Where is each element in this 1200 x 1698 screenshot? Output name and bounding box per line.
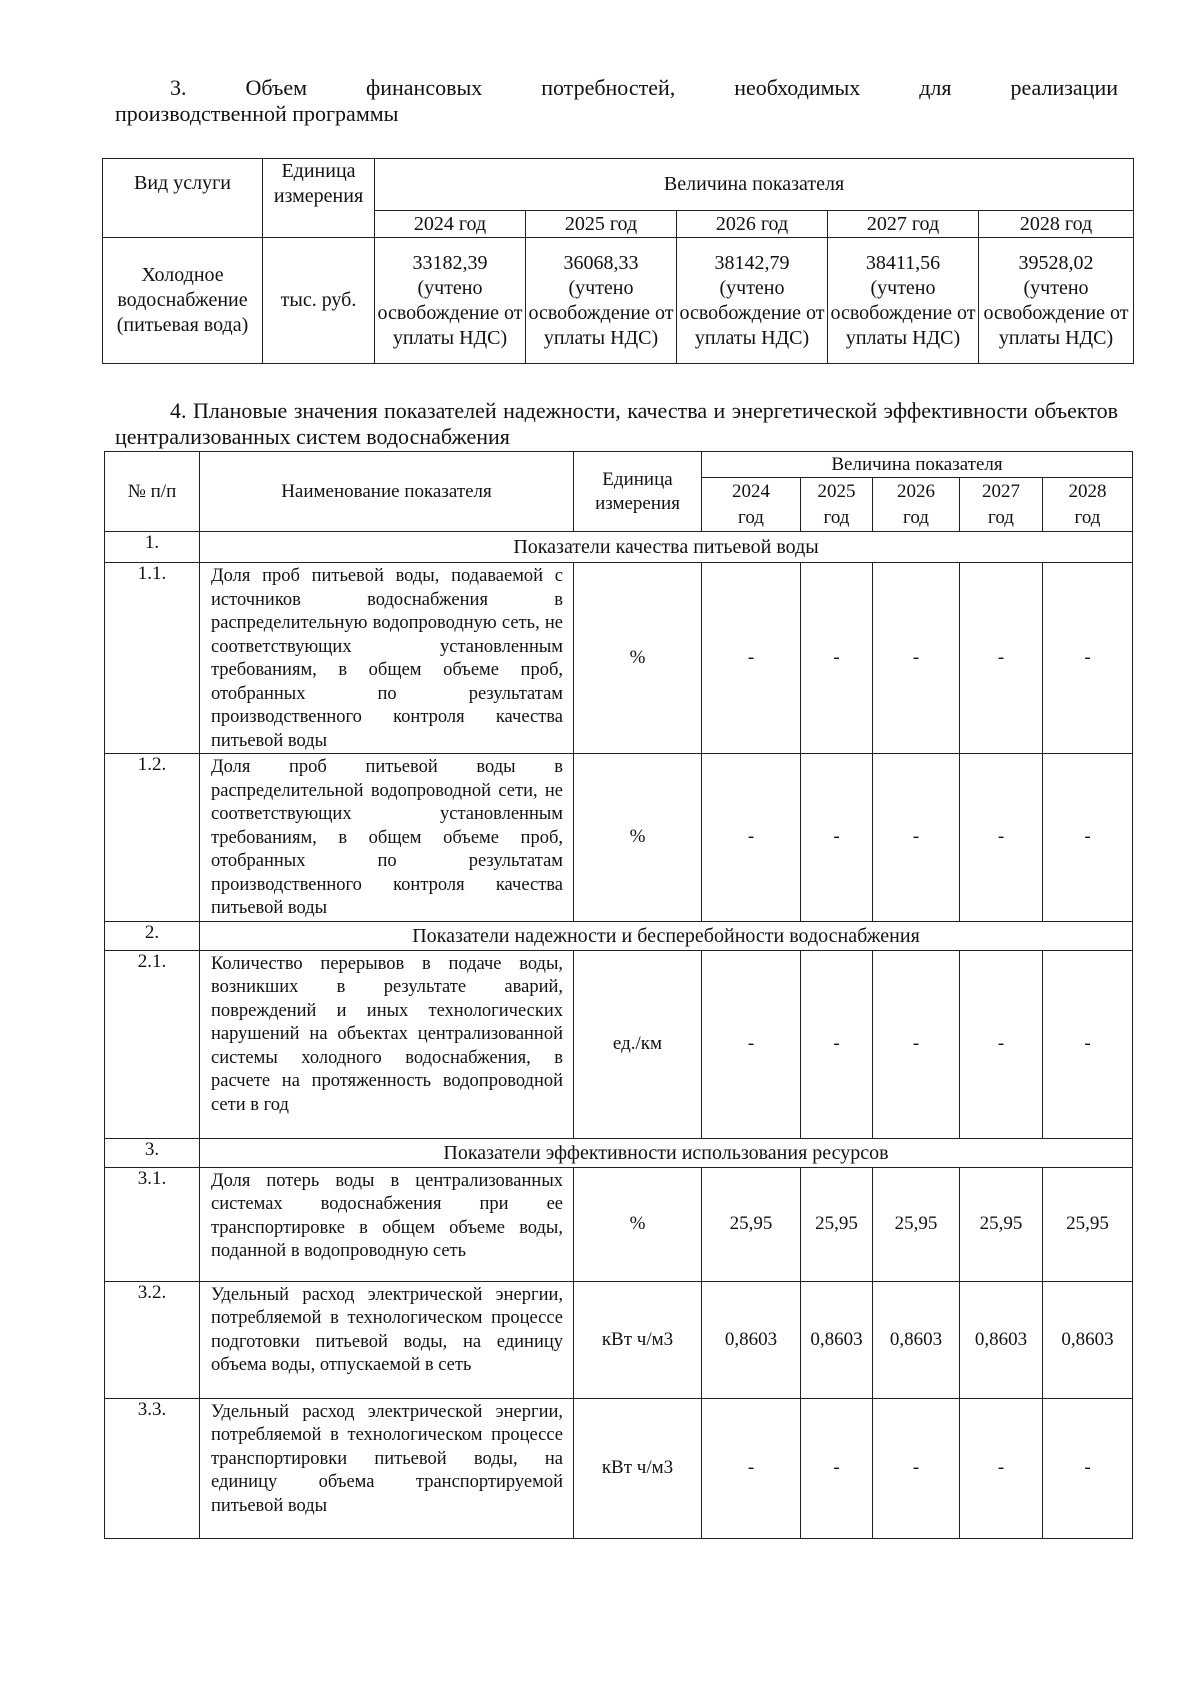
heading-word: потребностей, (541, 75, 676, 100)
year-header (702, 478, 801, 532)
section-title: Показатели эффективности использования ресурсов (200, 1138, 1133, 1167)
section-4-heading: 4. Плановые значения показателей надежности, качества и энергетической эффективности объектов централизованных систем водоснабжения (115, 398, 1118, 449)
row-name: Удельный расход электрической энергии, потребляемой в технологическом процессе транспортировки питьевой воды, на единицу объема транспортируемой питьевой воды (200, 1398, 574, 1538)
value-cell (375, 238, 526, 364)
year-header: 2026 год (677, 211, 828, 238)
section-num: 3. (105, 1138, 200, 1167)
year-suffix: год (823, 506, 850, 528)
year-header (960, 478, 1043, 532)
value-cell: - (702, 563, 801, 754)
row-num: 3.3. (105, 1398, 200, 1538)
value-note: (учтено освобождение от уплаты НДС) (830, 276, 976, 349)
table-row (105, 1398, 1133, 1538)
year-label: 2026 (897, 480, 935, 502)
section-row (105, 921, 1133, 950)
row-num: 3.2. (105, 1281, 200, 1398)
row-num: 1.1. (105, 563, 200, 754)
value-cell: - (960, 1398, 1043, 1538)
year-header (1043, 478, 1133, 532)
section-title: Показатели качества питьевой воды (200, 532, 1133, 563)
value-cell: - (1043, 1398, 1133, 1538)
value-cell: 0,8603 (801, 1281, 873, 1398)
year-header (873, 478, 960, 532)
header-service: Вид услуги (103, 159, 263, 238)
section-3-heading-line1 (115, 75, 1118, 101)
section-row (105, 532, 1133, 563)
table-row (105, 563, 1133, 754)
value-cell: 0,8603 (702, 1281, 801, 1398)
value-note: (учтено освобождение от уплаты НДС) (983, 276, 1129, 349)
value-cell: 25,95 (1043, 1167, 1133, 1281)
row-name: Доля проб питьевой воды в распределительной водопроводной сети, не соответствующих установленным требованиям, в общем объеме проб, отобранных по результатам производственного контроля качества питьевой воды (200, 754, 574, 922)
value-cell: 0,8603 (873, 1281, 960, 1398)
table-row (105, 1167, 1133, 1281)
row-num: 3.1. (105, 1167, 200, 1281)
year-suffix: год (988, 506, 1014, 528)
header-num: № п/п (105, 452, 200, 532)
value-cell: - (960, 754, 1043, 922)
value-cell: - (873, 1398, 960, 1538)
header-name: Наименование показателя (200, 452, 574, 532)
value-cell: 25,95 (873, 1167, 960, 1281)
year-header: 2025 год (526, 211, 677, 238)
heading-word: для (919, 75, 952, 100)
value-cell: - (873, 563, 960, 754)
heading-word: финансовых (365, 75, 483, 100)
year-suffix: год (738, 506, 764, 528)
row-num: 2.1. (105, 950, 200, 1138)
value-amount: 36068,33 (563, 251, 639, 274)
value-note: (учтено освобождение от уплаты НДС) (679, 276, 825, 349)
value-cell: - (801, 754, 873, 922)
value-note: (учтено освобождение от уплаты НДС) (377, 276, 523, 349)
row-name: Количество перерывов в подаче воды, возникших в результате аварий, повреждений и иных технологических нарушений на объектах централизованной системы холодного водоснабжения, в расчете на протяженность водопроводной сети в год (200, 950, 574, 1138)
value-cell: - (702, 754, 801, 922)
row-name: Удельный расход электрической энергии, потребляемой в технологическом процессе подготовки питьевой воды, на единицу объема воды, отпускаемой в сеть (200, 1281, 574, 1398)
section-num: 1. (105, 532, 200, 563)
year-header (801, 478, 873, 532)
section-num: 2. (105, 921, 200, 950)
header-value: Величина показателя (702, 452, 1133, 478)
value-cell: 0,8603 (960, 1281, 1043, 1398)
row-unit: % (574, 1167, 702, 1281)
year-label: 2024 (732, 480, 770, 502)
value-amount: 38411,56 (865, 251, 941, 274)
row-unit: кВт ч/м3 (574, 1398, 702, 1538)
value-cell: - (801, 950, 873, 1138)
section-row (105, 1138, 1133, 1167)
indicators-table (104, 451, 1133, 1539)
value-cell (979, 238, 1134, 364)
value-cell (526, 238, 677, 364)
value-cell: - (873, 754, 960, 922)
value-cell: - (1043, 563, 1133, 754)
row-unit: кВт ч/м3 (574, 1281, 702, 1398)
year-label: 2027 (982, 480, 1020, 502)
row-num: 1.2. (105, 754, 200, 922)
heading-word: Объем (245, 75, 308, 100)
year-header: 2024 год (375, 211, 526, 238)
table-row (103, 238, 1134, 364)
value-cell (677, 238, 828, 364)
value-cell (828, 238, 979, 364)
section-3-heading-line2: производственной программы (115, 101, 399, 126)
table-row (105, 754, 1133, 922)
header-unit: Единица измерения (263, 159, 375, 238)
row-unit: ед./км (574, 950, 702, 1138)
service-unit: тыс. руб. (263, 238, 375, 364)
row-unit: % (574, 563, 702, 754)
table-row (105, 950, 1133, 1138)
year-label: 2028 (1068, 480, 1107, 502)
financial-needs-table (102, 158, 1134, 364)
table-header-row (103, 159, 1134, 211)
heading-word: необходимых (734, 75, 861, 100)
value-cell: 25,95 (702, 1167, 801, 1281)
table-header-row (105, 452, 1133, 478)
value-cell: 0,8603 (1043, 1281, 1133, 1398)
value-amount: 38142,79 (714, 251, 790, 274)
value-cell: - (801, 1398, 873, 1538)
year-suffix: год (903, 506, 929, 528)
table-row (105, 1281, 1133, 1398)
header-unit: Единица измерения (574, 452, 702, 532)
heading-word: 3. (170, 75, 187, 100)
value-cell: - (1043, 950, 1133, 1138)
year-header: 2028 год (979, 211, 1134, 238)
value-cell: - (960, 950, 1043, 1138)
heading-word: реализации (1010, 75, 1118, 100)
value-cell: - (702, 1398, 801, 1538)
row-name: Доля потерь воды в централизованных системах водоснабжения при ее транспортировке в общем объеме воды, поданной в водопроводную сеть (200, 1167, 574, 1281)
section-title: Показатели надежности и бесперебойности водоснабжения (200, 921, 1133, 950)
value-note: (учтено освобождение от уплаты НДС) (528, 276, 674, 349)
year-label: 2025 (817, 480, 856, 502)
value-cell: - (873, 950, 960, 1138)
header-value: Величина показателя (375, 159, 1134, 211)
year-suffix: год (1074, 506, 1101, 528)
value-cell: - (960, 563, 1043, 754)
value-cell: - (702, 950, 801, 1138)
value-amount: 39528,02 (1018, 251, 1094, 274)
section-3-heading (115, 75, 1118, 127)
value-cell: 25,95 (801, 1167, 873, 1281)
value-cell: 25,95 (960, 1167, 1043, 1281)
value-cell: - (1043, 754, 1133, 922)
row-unit: % (574, 754, 702, 922)
row-name: Доля проб питьевой воды, подаваемой с источников водоснабжения в распределительную водопроводную сеть, не соответствующих установленным требованиям, в общем объеме проб, отобранных по результатам производственного контроля качества питьевой воды (200, 563, 574, 754)
service-name: Холодное водоснабжение (питьевая вода) (103, 238, 263, 364)
value-cell: - (801, 563, 873, 754)
value-amount: 33182,39 (412, 251, 488, 274)
year-header: 2027 год (828, 211, 979, 238)
